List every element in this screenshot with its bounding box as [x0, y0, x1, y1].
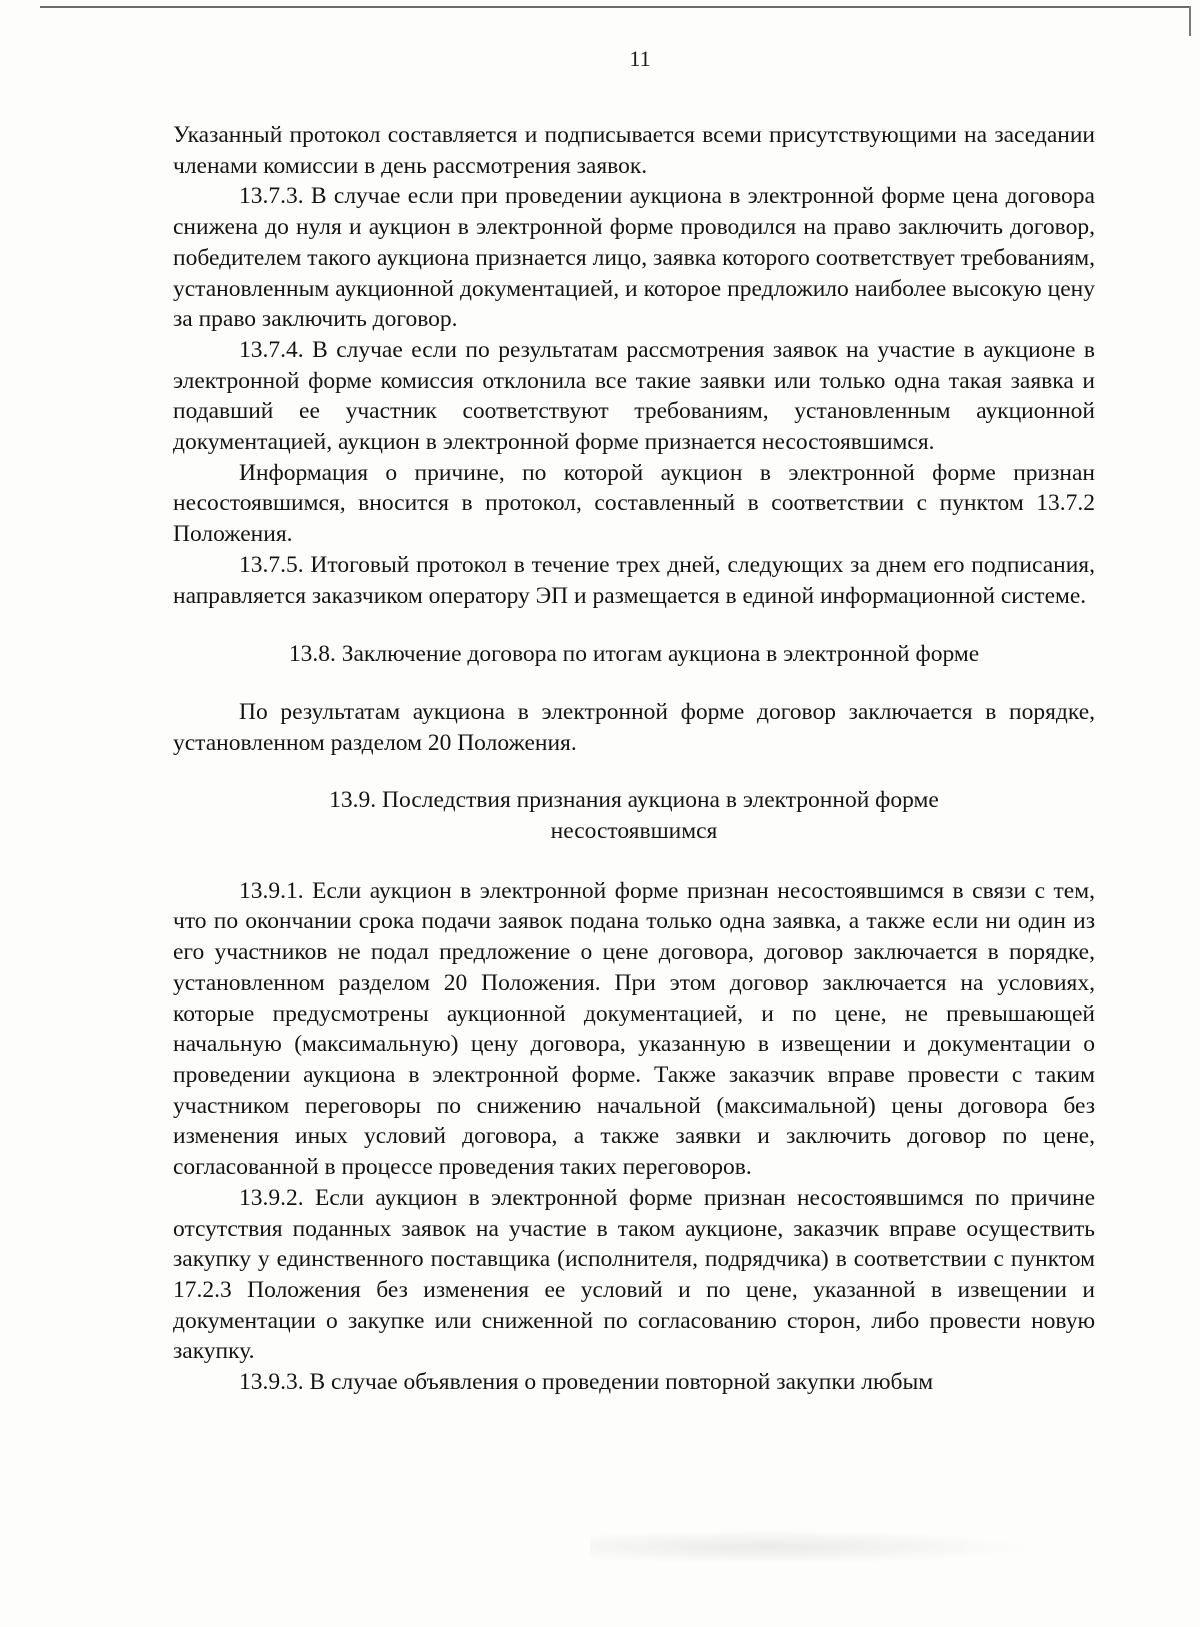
- paragraph-contract-conclusion: По результатам аукциона в электронной форме договор заключается в порядке, установленном разделом 20 Положения.: [173, 698, 1095, 756]
- paragraph-protocol-signing: Указанный протокол составляется и подписывается всеми присутствующими на заседании членами комиссии в день рассмотрения заявок.: [173, 122, 1095, 179]
- section-heading-13-9: 13.9. Последствия признания аукциона в электронной форме: [329, 787, 939, 814]
- paragraph-13-7-3: 13.7.3. В случае если при проведении аукциона в электронной форме цена договора снижена до нуля и аукцион в электронной форме проводился на право заключить договор, победителем такого аукциона признается лицо, заявка которого соответствует требованиям, установленным аукционной документацией, и которое предложило наиболее высокую цену за право заключить договор.: [173, 183, 1095, 333]
- paragraph-reason-info: Информация о причине, по которой аукцион в электронной форме признан несостоявшимся, вносится в протокол, составленный в соответствии с пунктом 13.7.2 Положения.: [173, 459, 1095, 548]
- page-right-edge: [1189, 6, 1191, 36]
- section-heading-13-8: 13.8. Заключение договора по итогам аукциона в электронной форме: [288, 641, 980, 668]
- paragraph-13-9-3: 13.9.3. В случае объявления о проведении повторной закупки любым: [239, 1369, 934, 1396]
- paragraph-13-7-4: 13.7.4. В случае если по результатам рассмотрения заявок на участие в аукционе в электронной форме комиссия отклонила все такие заявки или только одна такая заявка и подавший ее участник соответствуют требованиям, установленным аукционной документацией, аукцион в электронной форме признается несостоявшимся.: [173, 336, 1095, 456]
- paragraph-13-9-2: 13.9.2. Если аукцион в электронной форме признан несостоявшимся по причине отсутствия поданных заявок на участие в таком аукционе, заказчик вправе осуществить закупку у единственного поставщика (исполнителя, подрядчика) в соответствии с пунктом 17.2.3 Положения без изменения ее условий и по цене, указанной в извещении и документации о закупке или сниженной по согласованию сторон, либо провести новую закупку.: [173, 1184, 1095, 1365]
- scan-smudge: [590, 1530, 1030, 1564]
- page-top-edge: [40, 6, 1190, 8]
- section-heading-13-9-line2: несостоявшимся: [550, 818, 718, 845]
- page-number: 11: [629, 46, 651, 71]
- paragraph-13-7-5: 13.7.5. Итоговый протокол в течение трех дней, следующих за днем его подписания, направляется заказчиком оператору ЭП и размещается в единой информационной системе.: [173, 551, 1095, 609]
- document-body: [173, 120, 1095, 1398]
- paragraph-13-9-1: 13.9.1. Если аукцион в электронной форме признан несостоявшимся в связи с тем, что по окончании срока подачи заявок подана только одна заявка, а также если ни один из его участников не подал предложение о цене договора, договор заключается в порядке, установленном разделом 20 Положения. При этом договор заключается на условиях, которые предусмотрены аукционной документацией, и по цене, не превышающей начальную (максимальную) цену договора, указанную в извещении и документации о проведении аукциона в электронной форме. Также заказчик вправе провести с таким участником переговоры по снижению начальной (максимальной) цены договора без изменения иных условий договора, а также заявки и заключить договор по цене, согласованной в процессе проведения таких переговоров.: [173, 877, 1095, 1181]
